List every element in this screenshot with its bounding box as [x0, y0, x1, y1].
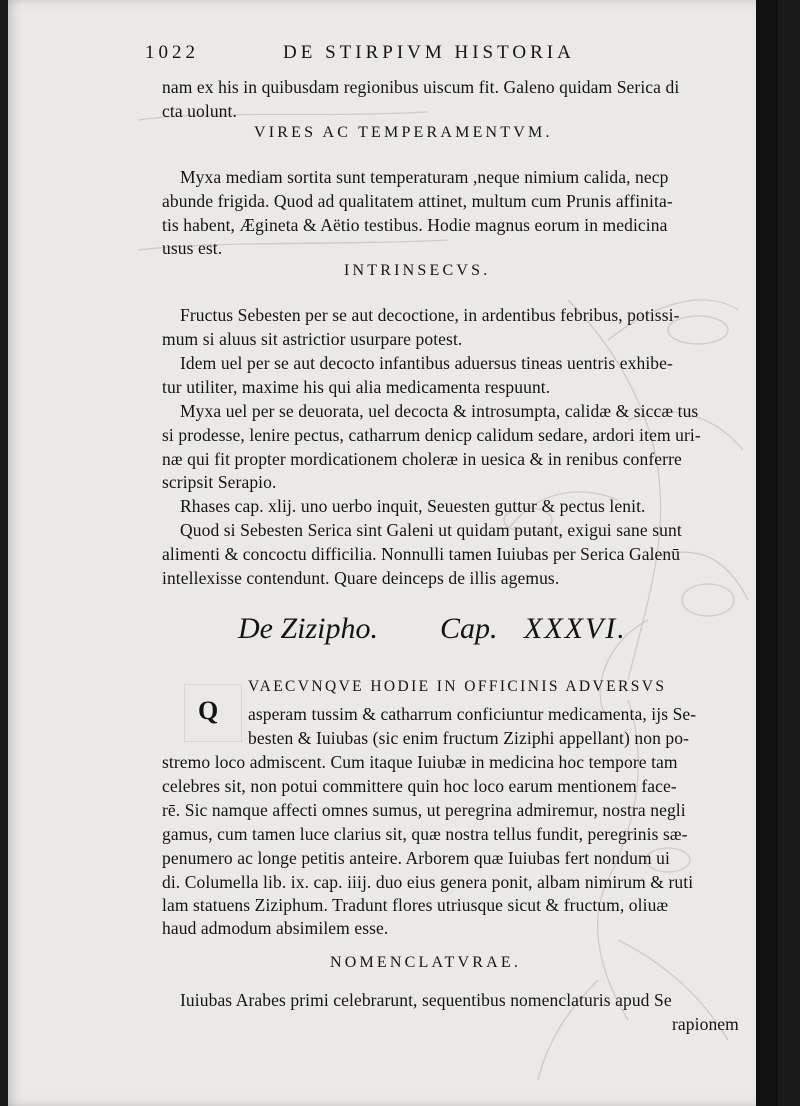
chapter-numeral: XXXVI.	[524, 612, 627, 645]
catchword: rapionem	[672, 1014, 739, 1034]
text-line: abunde frigida. Quod ad qualitatem attinet, multum cum Prunis affinita-	[162, 191, 673, 211]
text-line: Myxa mediam sortita sunt temperaturam ,neque nimium calida, necp	[180, 167, 669, 187]
text-line: mum si aluus sit astrictior usurpare potest.	[162, 329, 463, 349]
dropcap-initial: Q	[198, 696, 219, 725]
text-line: tur utiliter, maxime his qui alia medicamenta respuunt.	[162, 377, 551, 397]
section-heading: VIRES AC TEMPERAMENTVM.	[254, 124, 553, 141]
text-line: celebres sit, non potui committere quin hoc loco earum mentionem face-	[162, 776, 677, 796]
text-line: cta uolunt.	[162, 101, 237, 121]
text-line: næ qui fit propter mordicationem choleræ in uesica & in renibus conferre	[162, 449, 682, 469]
text-line: tis habent, Ægineta & Aëtio testibus. Hodie magnus eorum in medicina	[162, 215, 668, 235]
section-heading: NOMENCLATVRAE.	[330, 954, 522, 971]
text-line: rē. Sic namque affecti omnes sumus, ut peregrina admiremur, nostra negli	[162, 800, 686, 820]
page-text	[8, 0, 778, 1106]
text-line: intellexisse contendunt. Quare deinceps de illis agemus.	[162, 568, 560, 588]
running-title: DE STIRPIVM HISTORIA	[283, 42, 575, 63]
text-line: gamus, cum tamen luce clarius sit, quæ nostra tellus fundit, peregrinis sæ-	[162, 824, 688, 844]
text-line: scripsit Serapio.	[162, 472, 277, 492]
text-line: di. Columella lib. ix. cap. iiij. duo eius genera ponit, albam nimirum & ruti	[162, 872, 694, 892]
text-line: Fructus Sebesten per se aut decoctione, in ardentibus febribus, potissi-	[180, 305, 680, 325]
text-line: Idem uel per se aut decocto infantibus aduersus tineas uentris exhibe-	[180, 353, 673, 373]
section-heading: INTRINSECVS.	[344, 262, 491, 279]
text-line: Myxa uel per se deuorata, uel decocta & introsumpta, calidæ & siccæ tus	[180, 401, 699, 421]
text-line: Iuiubas Arabes primi celebrarunt, sequentibus nomenclaturis apud Se	[180, 990, 672, 1010]
text-line: usus est.	[162, 238, 223, 258]
book-page	[8, 0, 778, 1106]
text-line: si prodesse, lenire pectus, catharrum denicp calidum sedare, ardori item uri-	[162, 425, 701, 445]
page-number: 1022	[145, 42, 199, 63]
chapter-cap-label: Cap.	[440, 612, 498, 645]
opening-capitals: VAECVNQVE HODIE IN OFFICINIS ADVERSVS	[248, 678, 667, 695]
text-line: nam ex his in quibusdam regionibus uiscum fit. Galeno quidam Serica di	[162, 77, 680, 97]
chapter-title: De Zizipho.	[238, 612, 379, 645]
text-line: asperam tussim & catharrum conficiuntur medicamenta, ijs Se-	[248, 704, 697, 724]
text-line: Rhases cap. xlij. uno uerbo inquit, Seuesten guttur & pectus lenit.	[180, 496, 646, 516]
text-line: penumero ac longe petitis anteire. Arborem quæ Iuiubas fert nondum ui	[162, 848, 670, 868]
text-line: besten & Iuiubas (sic enim fructum Ziziphi appellant) non po-	[248, 728, 690, 748]
text-line: Quod si Sebesten Serica sint Galeni ut quidam putant, exigui sane sunt	[180, 520, 682, 540]
text-line: stremo loco admiscent. Cum itaque Iuiubæ in medicina hoc tempore tam	[162, 752, 678, 772]
text-line: haud admodum absimilem esse.	[162, 918, 389, 938]
text-line: lam statuens Ziziphum. Tradunt flores utriusque sicut & fructum, oliuæ	[162, 895, 669, 915]
text-line: alimenti & concoctu difficilia. Nonnulli tamen Iuiubas per Serica Galenū	[162, 544, 681, 564]
